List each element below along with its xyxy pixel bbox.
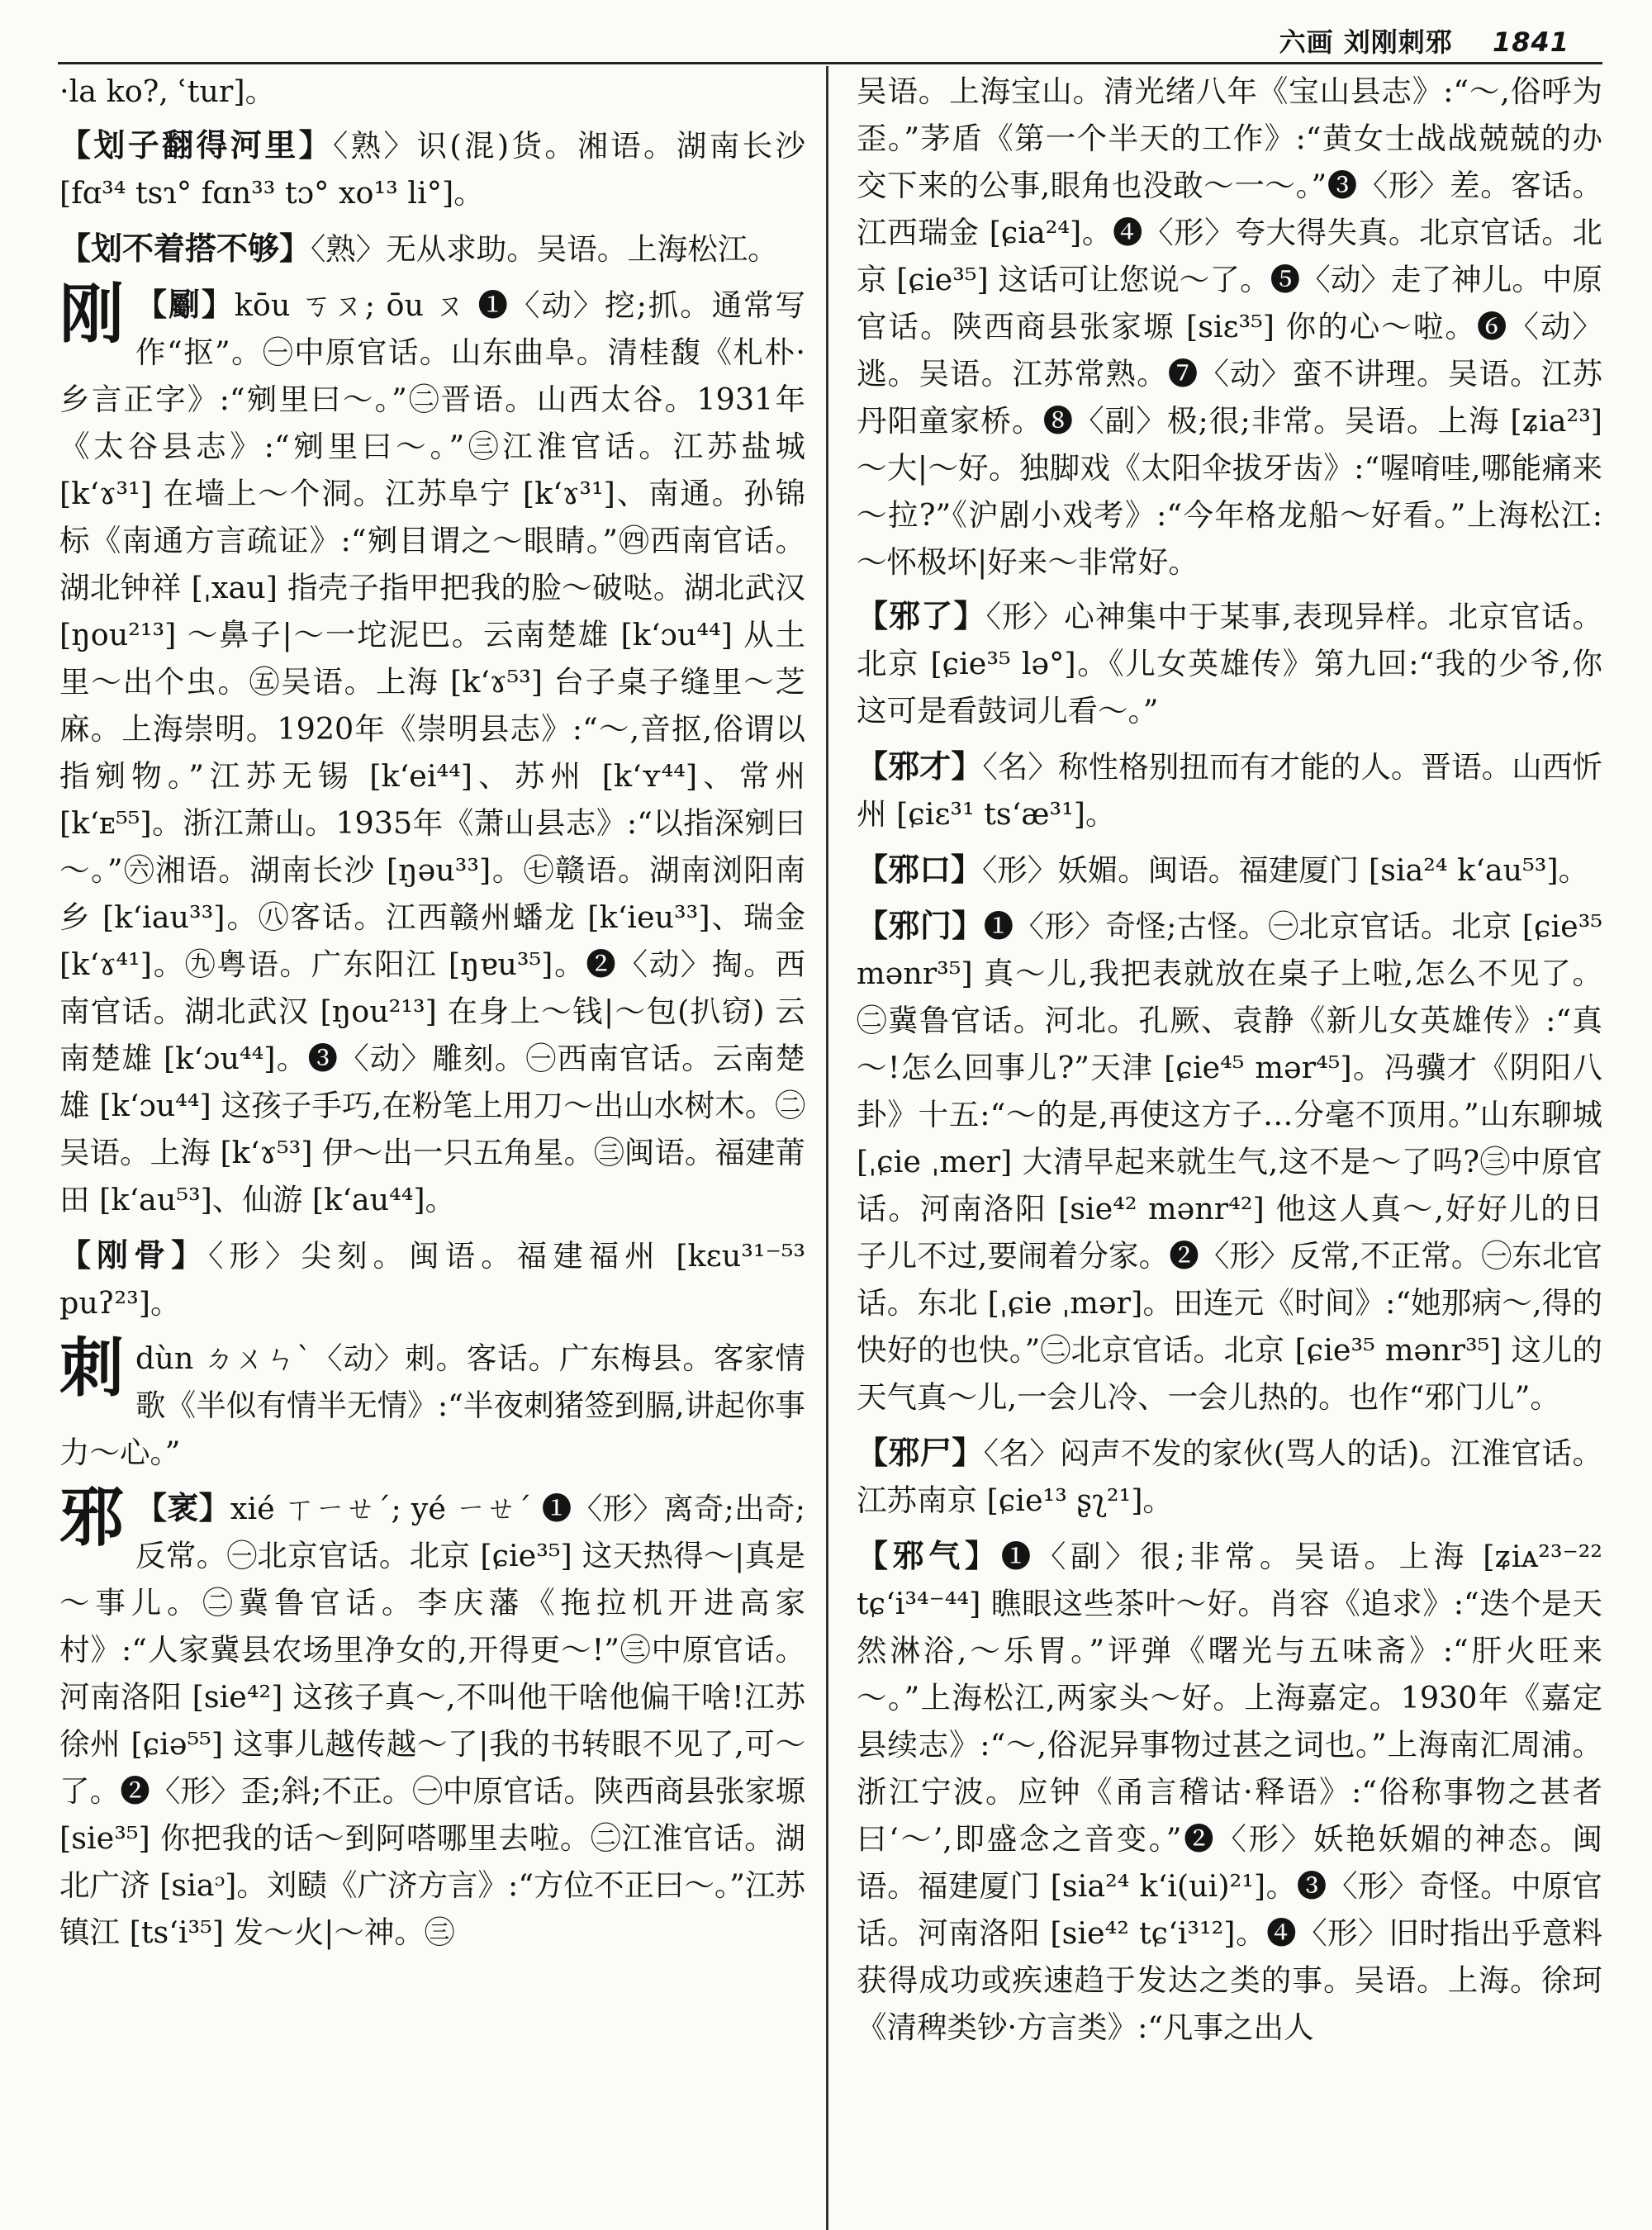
continued-text: ·la ko?, ʿtur]。 — [59, 74, 276, 109]
entry-text: 〈名〉称性格别扭而有才能的人。晋语。山西忻州 [ɕiɛ³¹ ts‘æ³¹]。 — [857, 749, 1602, 832]
dictionary-entry — [58, 278, 805, 1223]
entry-headword: 【邪尸】 — [857, 1434, 984, 1471]
dictionary-entry — [58, 1331, 805, 1476]
entry-text: 〈形〉尖刻。闽语。福建福州 [kɛu³¹⁻⁵³ puʔ²³]。 — [59, 1238, 805, 1321]
entry-text: xié ㄒㄧㄝˊ; yé ㄧㄝˊ ❶〈形〉离奇;出奇;反常。㊀北京官话。北京 [ɕie³⁵] 这天热得～|真是～事儿。㊁冀鲁官话。李庆藩《拖拉机开进高家村》:“人家冀县农场里净女的,开得更～!”㊂中原官话。河南洛阳 [sie⁴²] 这孩子真～,不叫他干啥他偏干啥!江苏徐州 [ɕiə⁵⁵] 这事儿越传越～了|我的书转眼不见了,可～了。❷〈形〉歪;斜;不正。㊀中原官话。陕西商县张家塬 [sie³⁵] 你把我的话～到阿嗒哪里去啦。㊁江淮官话。湖北广济 [siaᵓ]。刘赜《广济方言》:“方位不正曰～。”江苏镇江 [ts‘i³⁵] 发～火|～神。㊂ — [59, 1491, 805, 1950]
column-divider — [826, 66, 828, 2230]
left-column — [58, 68, 805, 2213]
head-character: 刚 — [59, 278, 125, 352]
dictionary-entry — [855, 743, 1602, 837]
dictionary-entry — [855, 1429, 1602, 1524]
entry-text: kōu ㄎㄡ; ōu ㄡ ❶〈动〉挖;抓。通常写作“抠”。㊀中原官话。山东曲阜。清桂馥《札朴·乡言正字》:“剜里曰～。”㊁晋语。山西太谷。1931年《太谷县志》:“剜里曰～。”㊂江淮官话。江苏盐城 [k‘ɤ³¹] 在墙上～个洞。江苏阜宁 [k‘ɤ³¹]、南通。孙锦标《南通方言疏证》:“剜目谓之～眼睛。”㊃西南官话。湖北钟祥 [ˌxau] 指壳子指甲把我的脸～破哒。湖北武汉 [ŋou²¹³] ～鼻子|～一坨泥巴。云南楚雄 [k‘ɔu⁴⁴] 从土里～出个虫。㊄吴语。上海 [k‘ɤ⁵³] 台子桌子缝里～芝麻。上海崇明。1920年《崇明县志》:“～,音抠,俗谓以指剜物。”江苏无锡 [k‘ei⁴⁴]、苏州 [k‘ʏ⁴⁴]、常州 [k‘ᴇ⁵⁵]。浙江萧山。1935年《萧山县志》:“以指深剜曰～。”㊅湘语。湖南长沙 [ŋəu³³]。㊆赣语。湖南浏阳南乡 [k‘iau³³]。㊇客话。江西赣州蟠龙 [k‘ieu³³]、瑞金 [k‘ɤ⁴¹]。㊈粤语。广东阳江 [ŋɐu³⁵]。❷〈动〉掏。西南官话。湖北武汉 [ŋou²¹³] 在身上～钱|～包(扒窃) 云南楚雄 [k‘ɔu⁴⁴]。❸〈动〉雕刻。㊀西南官话。云南楚雄 [k‘ɔu⁴⁴] 这孩子手巧,在粉笔上用刀～出山水树木。㊁吴语。上海 [k‘ɤ⁵³] 伊～出一只五角星。㊂闽语。福建莆田 [k‘au⁵³]、仙游 [k‘au⁴⁴]。 — [59, 287, 805, 1217]
entry-text: 〈名〉闷声不发的家伙(骂人的话)。江淮官话。江苏南京 [ɕie¹³ ʂʅ²¹]。 — [857, 1435, 1602, 1518]
section-title: 六画 刘刚刺邪 — [1279, 26, 1453, 58]
entry-headword: 【邪门】 — [857, 907, 984, 944]
entry-text: ❶〈形〉奇怪;古怪。㊀北京官话。北京 [ɕie³⁵ mənr³⁵] 真～儿,我把表就放在桌子上啦,怎么不见了。㊁冀鲁官话。河北。孔厥、袁静《新儿女英雄传》:“真～!怎么回事儿?”天津 [ɕie⁴⁵ mər⁴⁵]。冯骥才《阴阳八卦》十五:“～的是,再使这方子…分毫不顶用。”山东聊城 [ˌɕie ˌmer] 大清早起来就生气,这不是～了吗?㊂中原官话。河南洛阳 [sie⁴² mənr⁴²] 他这人真～,好好儿的日子儿不过,要闹着分家。❷〈形〉反常,不正常。㊀东北官话。东北 [ˌɕie ˌmər]。田连元《时间》:“她那病～,得的快好的也快。”㊁北京官话。北京 [ɕie³⁵ mənr³⁵] 这儿的天气真～儿,一会儿冷、一会儿热的。也作“邪门儿”。 — [857, 909, 1602, 1415]
page-header — [58, 17, 1602, 64]
dictionary-entry — [855, 592, 1602, 734]
entry-text: 〈形〉心神集中于某事,表现异样。北京官话。北京 [ɕie³⁵ lə°]。《儿女英雄传》第九回:“我的少爷,你这可是看鼓词儿看～。” — [857, 599, 1602, 728]
dictionary-entry — [855, 1532, 1602, 2051]
entry-headword: 【邪了】 — [857, 597, 986, 634]
dictionary-entry — [855, 846, 1602, 894]
entry-text: 〈熟〉无从求助。吴语。上海松江。 — [311, 231, 778, 267]
page-number: 1841 — [1492, 26, 1569, 58]
entry-headword: 【邪才】 — [857, 747, 983, 785]
entry-text: 〈形〉妖媚。闽语。福建厦门 [sia²⁴ k‘au⁵³]。 — [982, 852, 1589, 888]
right-column — [855, 68, 1602, 2213]
entry-headword: 【划子翻得河里】 — [59, 126, 334, 164]
entry-text: 〈熟〉识(混)货。湘语。湖南长沙 [fɑ³⁴ tsɿ° fɑn³³ tɔ° xo¹³ li°]。 — [59, 128, 805, 211]
dictionary-entry — [58, 1481, 805, 1956]
head-character: 邪 — [59, 1481, 125, 1555]
variant-form: 【劚】 — [135, 286, 235, 323]
continued-text: 吴语。上海宝山。清光绪八年《宝山县志》:“～,俗呼为歪。”茅盾《第一个半天的工作》:“黄女士战战兢兢的办交下来的公事,眼角也没敢～一～。”❸〈形〉差。客话。江西瑞金 [ɕia²⁴]。❹〈形〉夸大得失真。北京官话。北京 [ɕie³⁵] 这话可让您说～了。❺〈动〉走了神儿。中原官话。陕西商县张家塬 [siɛ³⁵] 你的心～啦。❻〈动〉逃。吴语。江苏常熟。❼〈动〉蛮不讲理。吴语。江苏丹阳童家桥。❽〈副〉极;很;非常。吴语。上海 [ʑia²³] ～大|～好。独脚戏《太阳伞拔牙齿》:“喔唷哇,哪能痛来～拉?”《沪剧小戏考》:“今年格龙船～好看。”上海松江:～怀极坏|好来～非常好。 — [857, 74, 1602, 580]
entry-headword: 【邪口】 — [857, 851, 983, 888]
entry-headword: 【邪气】 — [857, 1537, 1001, 1574]
dictionary-entry — [855, 902, 1602, 1421]
dictionary-entry — [58, 121, 805, 216]
entry-headword: 【划不着搭不够】 — [59, 230, 311, 267]
head-character: 刺 — [59, 1331, 125, 1406]
entry-headword: 【刚骨】 — [59, 1236, 209, 1274]
variant-form: 【衺】 — [135, 1489, 230, 1526]
running-head — [1279, 21, 1569, 59]
dictionary-entry — [58, 225, 805, 273]
entry-text: ❶〈副〉很;非常。吴语。上海 [ʑiᴀ²³⁻²² tɕ‘i³⁴⁻⁴⁴] 瞧眼这些茶叶～好。肖容《追求》:“迭个是天然淋浴,～乐胃。”评弹《曙光与五味斋》:“肝火旺来～。”上海松江,两家头～好。上海嘉定。1930年《嘉定县续志》:“～,俗泥异事物过甚之词也。”上海南汇周浦。浙江宁波。应钟《甬言稽诂·释语》:“俗称事物之甚者曰‘～’,即盛念之音变。”❷〈形〉妖艳妖媚的神态。闽语。福建厦门 [sia²⁴ k‘i(ui)²¹]。❸〈形〉奇怪。中原官话。河南洛阳 [sie⁴² tɕ‘i³¹²]。❹〈形〉旧时指出乎意料获得成功或疾速趋于发达之类的事。吴语。上海。徐珂《清稗类钞·方言类》:“凡事之出人 — [857, 1539, 1602, 2045]
dictionary-entry — [58, 1231, 805, 1326]
entry-text: dùn ㄉㄨㄣˋ〈动〉刺。客话。广东梅县。客家情歌《半似有情半无情》:“半夜刺猪签到膈,讲起你事力～心。” — [59, 1340, 805, 1470]
